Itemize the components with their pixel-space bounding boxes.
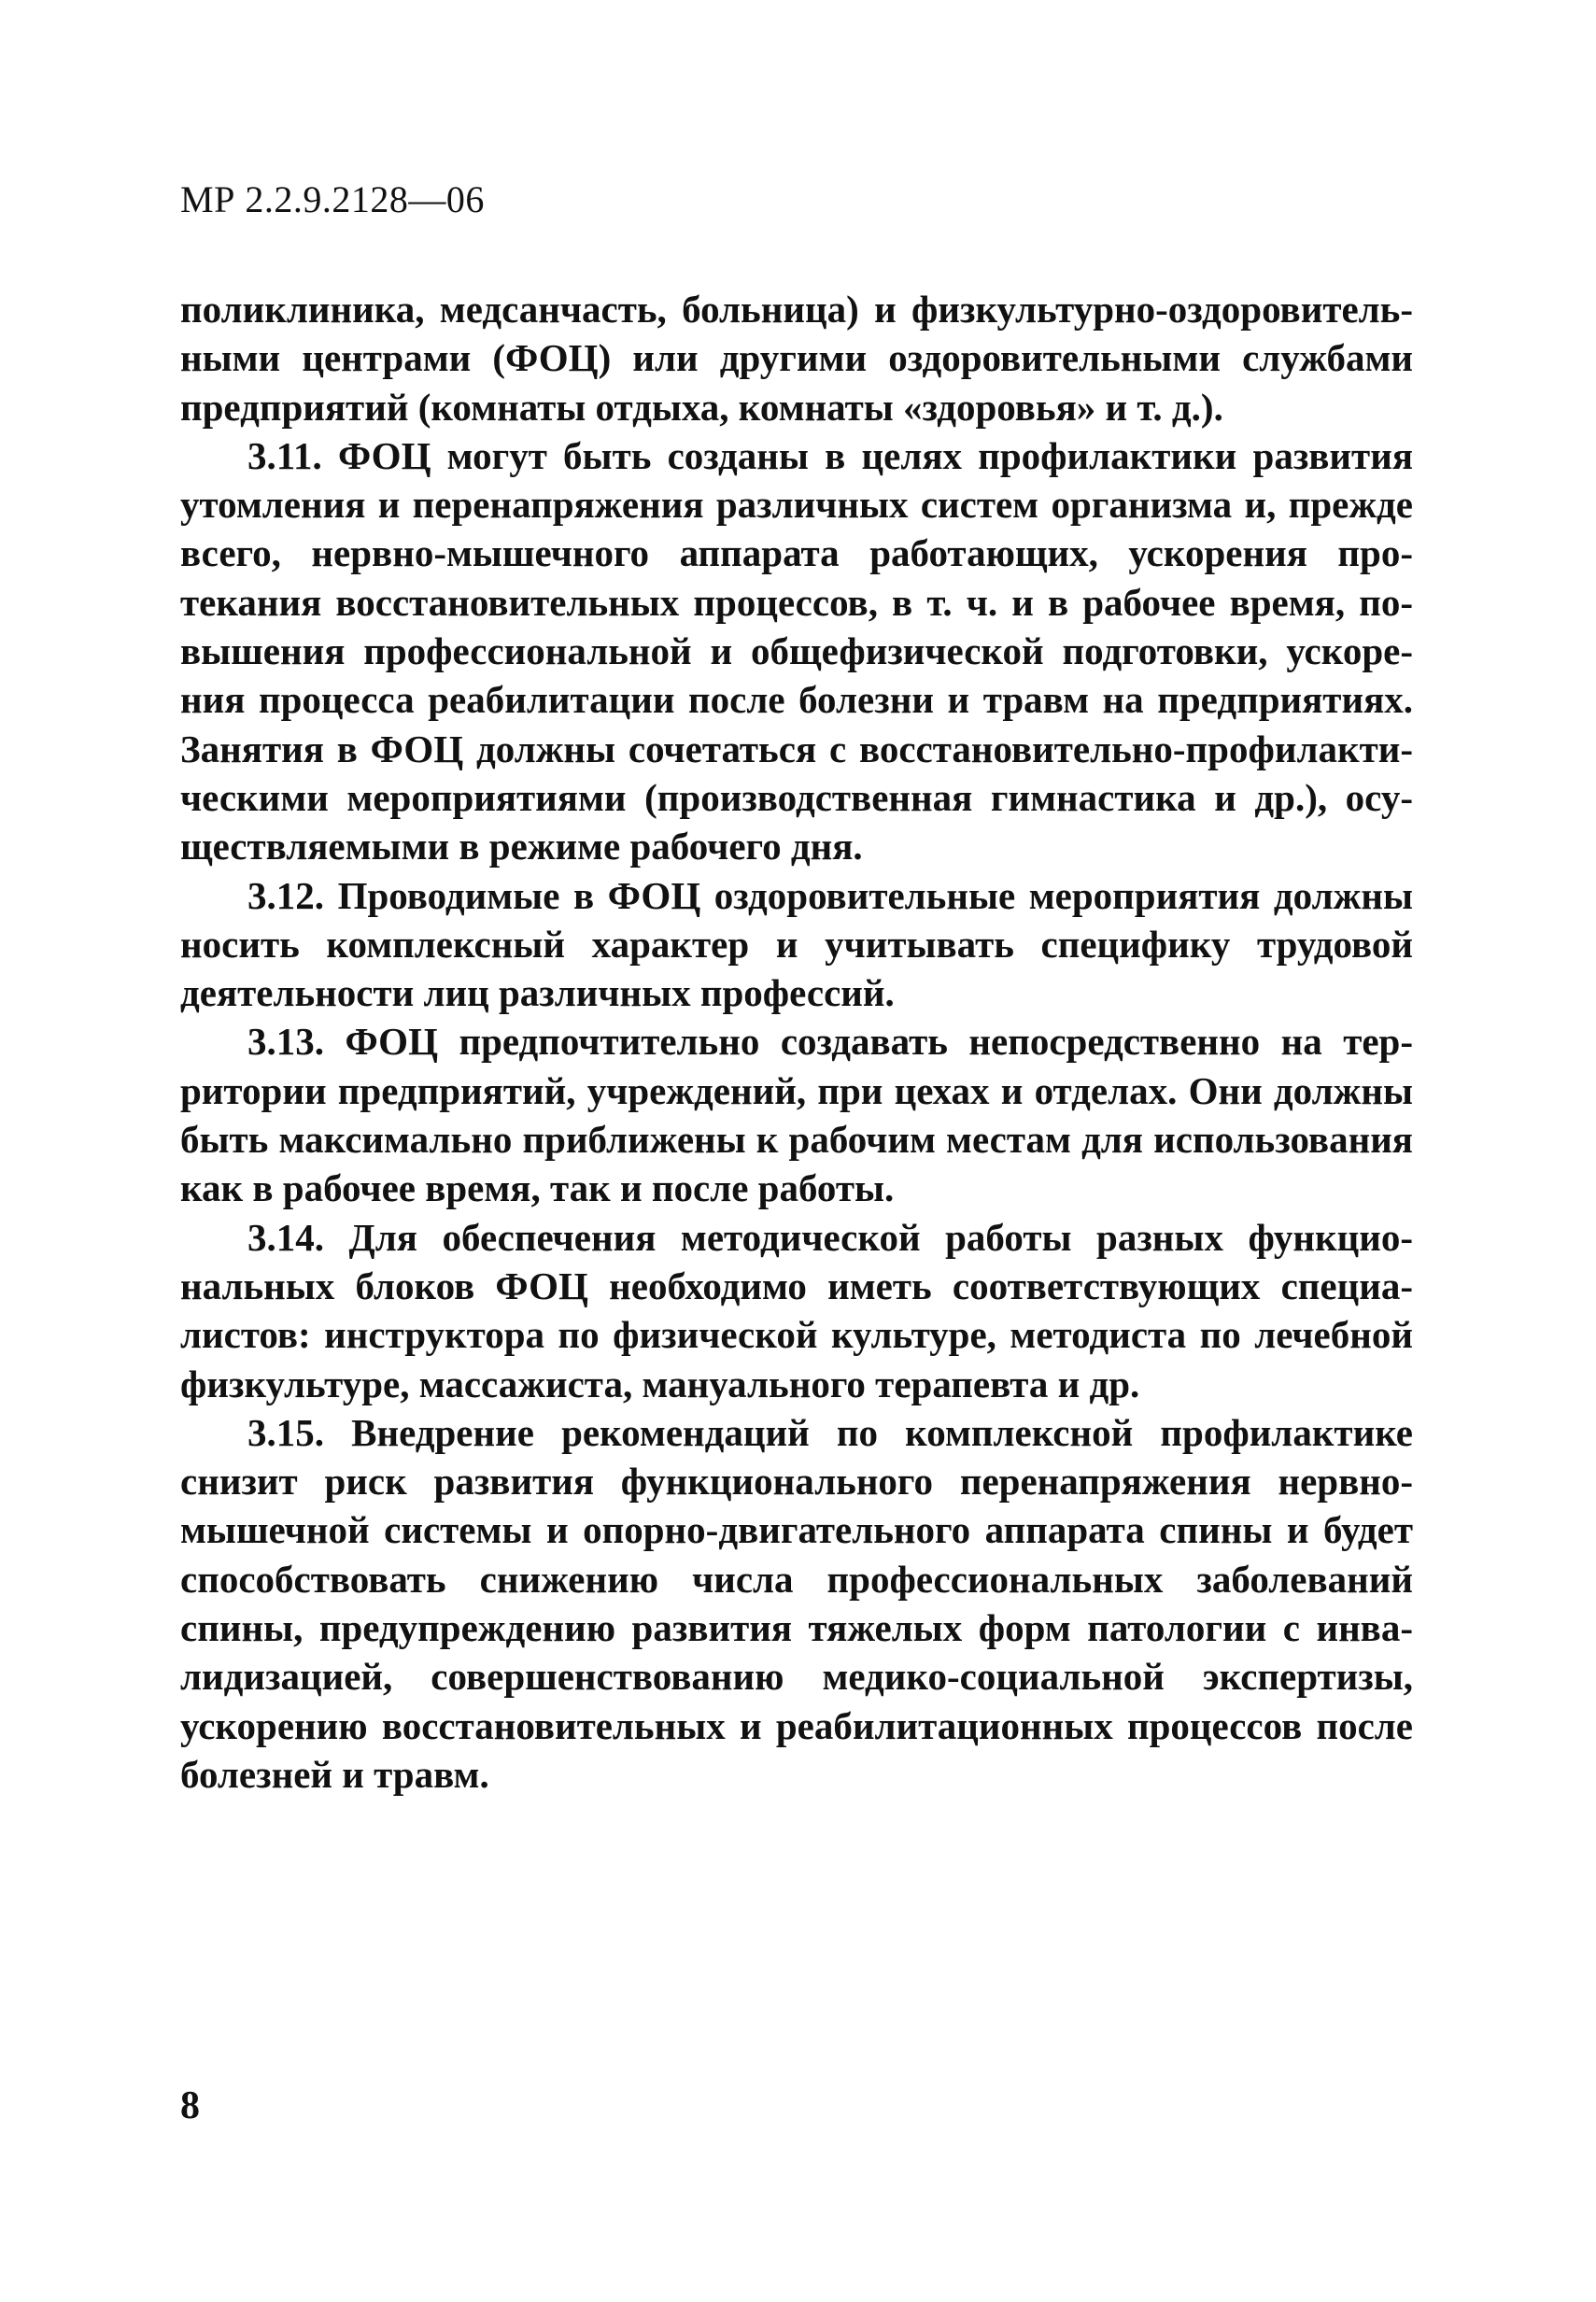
paragraph-3-14: 3.14. Для обеспечения методической работы разных функциональных блоков ФОЦ необходимо иметь соответствующих специалистов: инструктора по физической культуре, методиста по лечебной физкультуре, массажиста, мануального терапевта и др.	[180, 1215, 1413, 1405]
paragraph-3-13: 3.13. ФОЦ предпочтительно создавать непосредственно на территории предприятий, учреждений, при цехах и отделах. Они должны быть максимально приближены к рабочим местам для использования как в рабочее время, так и после работы.	[180, 1020, 1413, 1210]
paragraph-3-15: 3.15. Внедрение рекомендаций по комплексной профилактике снизит риск развития функционального перенапряжения нервномышечной системы и опорно-двигательного аппарата спины и будет способствовать снижению числа профессиональных заболеваний спины, предупреждению развития тяжелых форм патологии с инвалидизацией, совершенствованию медико-социальной экспертизы, ускорению восстановительных и реабилитационных процессов после болезней и травм.	[180, 1410, 1413, 1796]
paragraph-continuation: поликлиника, медсанчасть, больница) и физкультурно-оздоровительными центрами (ФОЦ) или другими оздоровительными службами предприятий (комнаты отдыха, комнаты «здоровья» и т. д.).	[180, 288, 1413, 429]
paragraph-3-11: 3.11. ФОЦ могут быть созданы в целях профилактики развития утомления и перенапряжения различных систем организма и, прежде всего, нервно-мышечного аппарата работающих, ускорения протекания восстановительных процессов, в т. ч. и в рабочее время, повышения профессиональной и общефизической подготовки, ускорения процесса реабилитации после болезни и травм на предприятиях. Занятия в ФОЦ должны сочетаться с восстановительно-профилактическими мероприятиями (производственная гимнастика и др.), осуществляемыми в режиме рабочего дня.	[180, 433, 1413, 869]
document-code-header: МР 2.2.9.2128—06	[180, 178, 485, 220]
paragraph-3-12: 3.12. Проводимые в ФОЦ оздоровительные мероприятия должны носить комплексный характер и учитывать специфику трудовой деятельности лиц различных профессий.	[180, 873, 1413, 1015]
page-number: 8	[180, 2084, 200, 2127]
document-body	[180, 285, 1413, 1799]
